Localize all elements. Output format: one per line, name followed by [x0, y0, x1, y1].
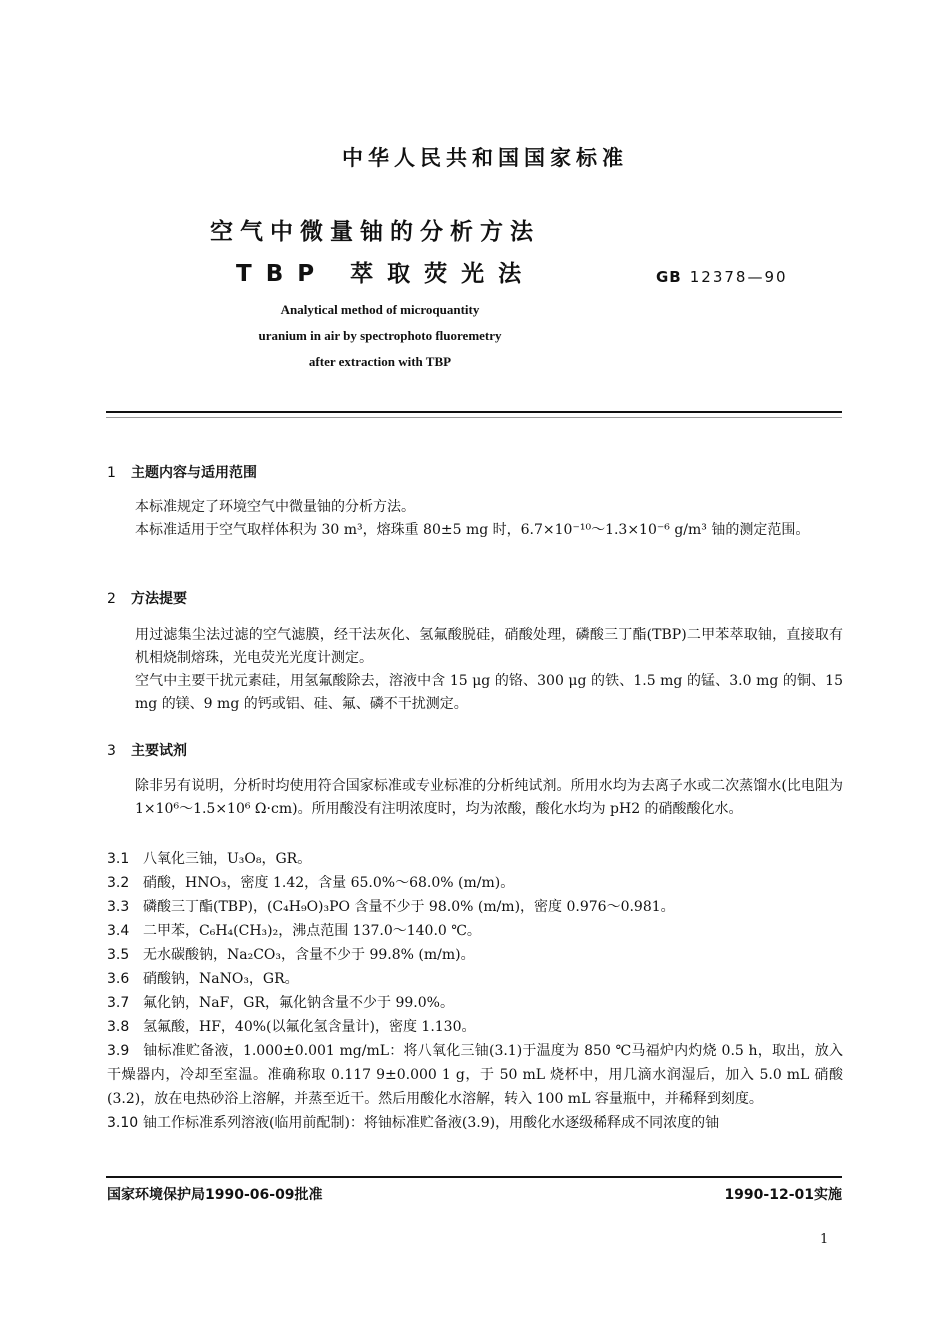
list-item: [107, 847, 843, 871]
paragraph: 本标准适用于空气取样体积为 30 m³，熔珠重 80±5 mg 时，6.7×10⁻¹⁰～1.3×10⁻⁶ g/m³ 铀的测定范围。: [135, 522, 810, 538]
list-item: [107, 919, 843, 943]
section-number: 3: [107, 743, 116, 759]
list-item: [107, 967, 843, 991]
item-text: 氟化钠，NaF，GR，氟化钠含量不少于 99.0%。: [143, 995, 454, 1011]
section-title: 主要试剂: [131, 743, 187, 759]
english-title-line-2: uranium in air by spectrophoto fluoremetry: [258, 328, 502, 343]
item-text: 硝酸钠，NaNO₃，GR。: [143, 971, 299, 987]
header-divider: [106, 411, 842, 413]
english-title-line-3: after extraction with TBP: [308, 354, 452, 369]
item-number: 3.2: [107, 875, 130, 891]
list-item: [107, 871, 843, 895]
section-2-heading: [107, 588, 187, 608]
section-1-heading: [107, 462, 257, 482]
english-title-line-1: Analytical method of microquantity: [280, 302, 480, 317]
item-number: 3.1: [107, 851, 130, 867]
item-text: 铀工作标准系列溶液(临用前配制)：将铀标准贮备液(3.9)，用酸化水逐级稀释成不同浓度的铀: [143, 1115, 720, 1131]
implementation-date: 1990-12-01实施: [724, 1187, 842, 1203]
list-item: [107, 991, 843, 1015]
standard-header: 中华人民共和国国家标准: [342, 146, 628, 170]
paragraph: 除非另有说明，分析时均使用符合国家标准或专业标准的分析纯试剂。所用水均为去离子水或二次蒸馏水(比电阻为 1×10⁶～1.5×10⁶ Ω·cm)。所用酸没有注明浓度时，均为浓酸，酸化水均为 pH2 的硝酸酸化水。: [135, 778, 843, 817]
standard-number: [656, 268, 788, 286]
document-subtitle-cn: TBP 萃取荧光法: [236, 261, 536, 287]
item-text: 氢氟酸，HF，40%(以氟化氢含量计)，密度 1.130。: [143, 1019, 476, 1035]
item-text: 八氧化三铀，U₃O₈，GR。: [143, 851, 312, 867]
item-text: 硝酸，HNO₃，密度 1.42，含量 65.0%～68.0% (m/m)。: [143, 875, 515, 891]
item-number: 3.8: [107, 1019, 130, 1035]
reagent-list: [107, 847, 843, 1135]
item-number: 3.3: [107, 899, 130, 915]
item-number: 3.7: [107, 995, 130, 1011]
list-item: [107, 1015, 843, 1039]
section-1-body: [107, 496, 843, 542]
item-text: 磷酸三丁酯(TBP)，(C₄H₉O)₃PO 含量不少于 98.0% (m/m)，密度 0.976～0.981。: [143, 899, 675, 915]
header-divider-thin: [106, 417, 842, 418]
document-title-cn: 空气中微量铀的分析方法: [210, 219, 540, 245]
item-number: 3.5: [107, 947, 130, 963]
paragraph: 空气中主要干扰元素硅，用氢氟酸除去，溶液中含 15 μg 的铬、300 μg 的铁、1.5 mg 的锰、3.0 mg 的铜、15 mg 的镁、9 mg 的钙或铝、硅、氟、磷不干扰测定。: [135, 673, 843, 712]
list-item: [107, 943, 843, 967]
item-text: 无水碳酸钠，Na₂CO₃，含量不少于 99.8% (m/m)。: [143, 947, 475, 963]
section-title: 主题内容与适用范围: [131, 465, 257, 481]
section-3-body: [107, 775, 843, 821]
list-item: [107, 1039, 843, 1111]
list-item: [107, 1111, 843, 1135]
page-number: 1: [820, 1232, 829, 1247]
section-2-body: [107, 624, 843, 716]
gb-prefix: GB: [656, 268, 682, 286]
paragraph: 本标准规定了环境空气中微量铀的分析方法。: [135, 499, 415, 515]
item-number: 3.9: [107, 1043, 130, 1059]
item-text: 二甲苯，C₆H₄(CH₃)₂，沸点范围 137.0～140.0 ℃。: [143, 923, 481, 939]
section-3-heading: [107, 740, 187, 760]
paragraph: 用过滤集尘法过滤的空气滤膜，经干法灰化、氢氟酸脱硅，硝酸处理，磷酸三丁酯(TBP)二甲苯萃取铀，直接取有机相烧制熔珠，光电荧光光度计测定。: [135, 627, 843, 666]
footer-divider: [106, 1176, 842, 1178]
list-item: [107, 895, 843, 919]
item-number: 3.6: [107, 971, 130, 987]
section-number: 2: [107, 591, 116, 607]
gb-number: 12378—90: [689, 268, 788, 286]
item-text: 铀标准贮备液，1.000±0.001 mg/mL：将八氧化三铀(3.1)于温度为 850 ℃马福炉内灼烧 0.5 h，取出，放入干燥器内，冷却至室温。准确称取 0.117 9±0.000 1 g，于 50 mL 烧杯中，用几滴水润湿后，加入 5.0 mL 硝酸(3.2)，放在电热砂浴上溶解，并蒸至近干。然后用酸化水溶解，转入 100 mL 容量瓶中，并稀释到刻度。: [107, 1043, 843, 1107]
approval-info: 国家环境保护局1990-06-09批准: [107, 1187, 323, 1203]
item-number: 3.10: [107, 1115, 139, 1131]
section-title: 方法提要: [131, 591, 187, 607]
item-number: 3.4: [107, 923, 130, 939]
section-number: 1: [107, 465, 116, 481]
